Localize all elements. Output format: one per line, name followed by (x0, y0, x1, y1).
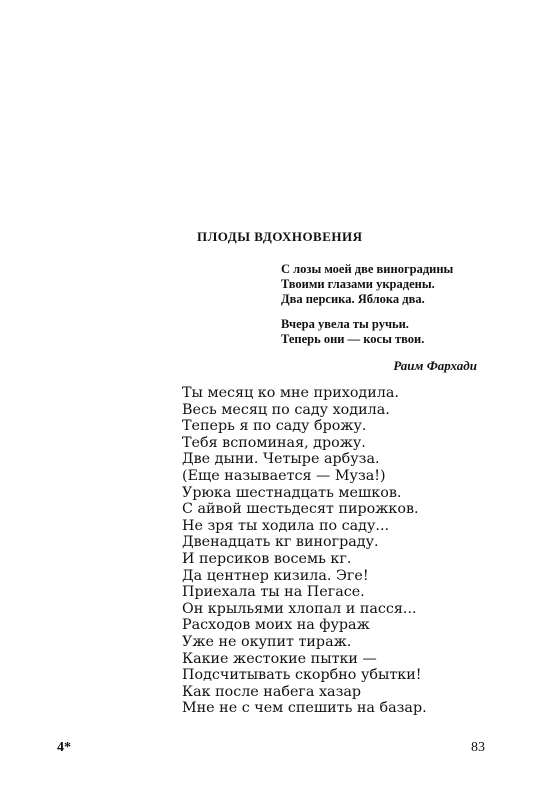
poem-line: Да центнер кизила. Эге! (182, 567, 369, 584)
epigraph (281, 262, 453, 357)
poem-line: Он крыльями хлопал и пасся... (182, 600, 417, 617)
poem-line: И персиков восемь кг. (182, 550, 352, 567)
poem-line: Подсчитывать скорбно убытки! (182, 667, 422, 684)
poem-line: Теперь я по саду брожу. (182, 418, 367, 435)
poem-line: Урюка шестнадцать мешков. (182, 484, 402, 501)
poem-line: Как после набега хазар (182, 683, 362, 700)
poem-line: Мне не с чем спешить на базар. (182, 700, 427, 717)
poem-line: Двенадцать кг винограду. (182, 534, 379, 551)
epigraph-line: Вчера увела ты ручьи. (281, 317, 409, 331)
epigraph-author: Раим Фархади (393, 358, 477, 373)
poem-line: Уже не окупит тираж. (182, 633, 352, 650)
poem-line: Весь месяц по саду ходила. (182, 401, 390, 418)
poem-line: Не зря ты ходила по саду... (182, 517, 390, 534)
page-number: 83 (471, 740, 485, 755)
epigraph-stanza-2 (281, 317, 453, 347)
poem-body (182, 385, 427, 717)
poem-line: С айвой шестьдесят пирожков. (182, 501, 419, 518)
epigraph-line: Теперь они — косы твои. (281, 332, 425, 346)
epigraph-line: Твоими глазами украдены. (281, 277, 435, 291)
signature-mark: 4* (57, 740, 71, 755)
poem-line: (Еще называется — Муза!) (182, 467, 386, 484)
poem-line: Расходов моих на фураж (182, 617, 370, 634)
poem-line: Тебя вспоминая, дрожу. (182, 434, 366, 451)
poem-line: Ты месяц ко мне приходила. (182, 385, 399, 401)
epigraph-line: С лозы моей две виноградины (281, 262, 454, 276)
epigraph-line: Два персика. Яблока два. (281, 292, 425, 306)
poem-title: ПЛОДЫ ВДОХНОВЕНИЯ (197, 229, 363, 244)
poem-line: Приехала ты на Пегасе. (182, 584, 365, 601)
poem-line: Две дыни. Четыре арбуза. (182, 451, 380, 468)
epigraph-stanza-1 (281, 262, 453, 307)
poem-line: Какие жестокие пытки — (182, 650, 377, 667)
